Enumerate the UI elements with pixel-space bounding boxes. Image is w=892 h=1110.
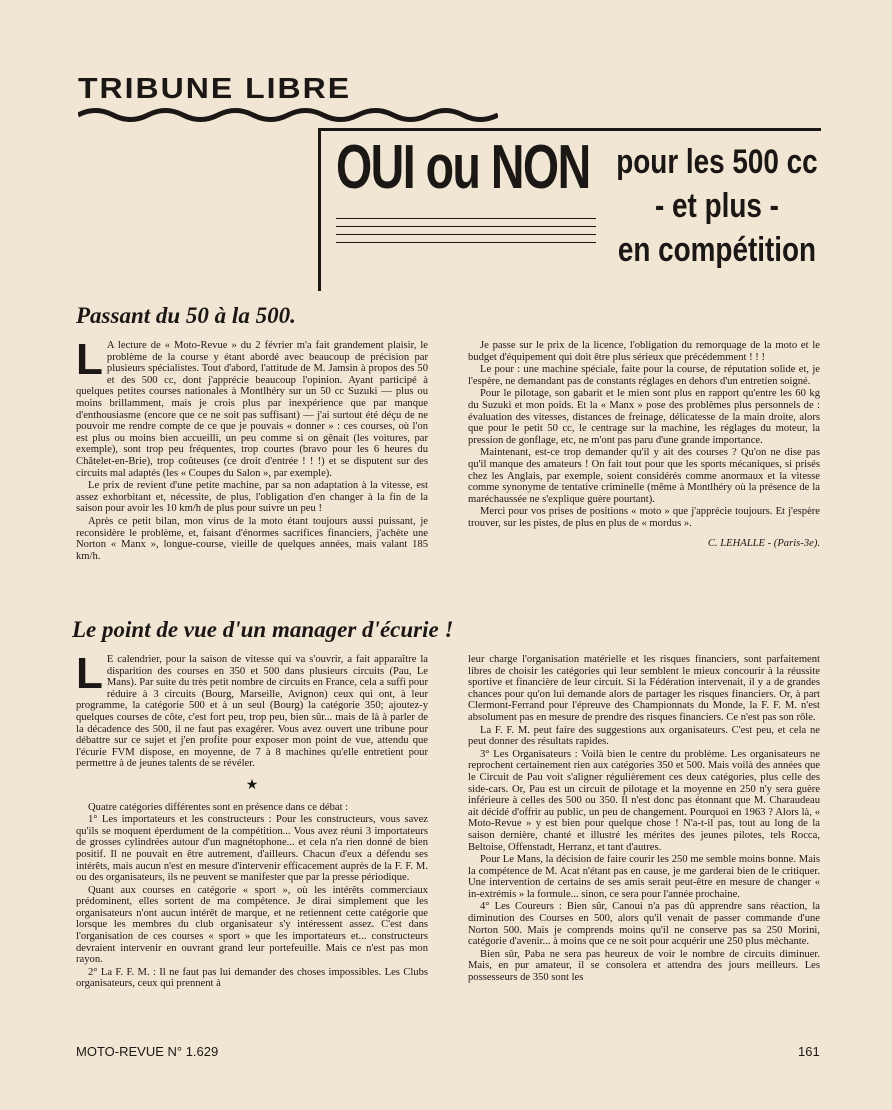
separator-star: ★: [245, 777, 259, 793]
article1-left-column: [76, 335, 428, 563]
page-number: 161: [798, 1044, 820, 1059]
paragraph: Le pour : une machine spéciale, faite pour la course, de réputation solide et, je l'espère, ne demandant pas de constants réglages en dehors d'un entretien soigné.: [468, 364, 820, 387]
subtitle-line: en compétition: [617, 231, 817, 269]
magazine-issue: MOTO-REVUE N° 1.629: [76, 1044, 219, 1059]
paragraph: 3° Les Organisateurs : Voilà bien le centre du problème. Les organisateurs ne reprochent certainement rien aux catégories 350 et 500. Mais voilà des années que le Circuit de Pau voit s'aligner régulièrement ces deux catégories, plus celle des side-cars. Or, Pau est un circuit de pilotage et la moyenne en 250 n'y sera guère inférieure à celles des 500 ou 350. Il n'est donc pas étonnant que M. Charaudeau ait décidé d'offrir au public, un peu de changement. Pourquoi en 1963 ? Alors là, « Moto-Revue » y est bien pour quelque chose ! N'a-t-il pas, tout au long de la saison dernière, chanté et illustré les mérites des jeunes pilotes, tels Rocca, Beltoise, Offenstadt, Herranz, et tant d'autres.: [468, 748, 820, 853]
paragraph: 1° Les importateurs et les constructeurs : Pour les constructeurs, vous savez qu'ils se moquent éperdument de la compétition... Vous avez réuni 3 importateurs de grosses cylindrées autour d'un magnétophone... et cela n'a rien donné de bien positif. Il ne pouvait en être autrement, d'ailleurs. Chacun d'eux a défendu ses intérêts, mais aucun n'est en mesure d'intervenir efficacement auprès de la F. F. M. ou des organisateurs, ils ne peuvent se manifester que par la presse périodique.: [76, 814, 428, 884]
subtitle-line: pour les 500 cc: [616, 143, 818, 181]
subtitle-line: - et plus -: [654, 187, 779, 225]
paragraph: Bien sûr, Paba ne sera pas heureux de voir le nombre de circuits diminuer. Mais, en pur amateur, il se consolera et attendra des jours meilleurs. Les possesseurs de 350 sont les: [468, 948, 820, 984]
paragraph: Quatre catégories différentes sont en présence dans ce débat :: [88, 801, 349, 813]
main-title: OUI ou NON: [336, 133, 590, 202]
paragraph: leur charge l'organisation matérielle et les risques financiers, sont parfaitement libres de choisir les catégories qui leur semblent le mieux concourir à la réussite sportive et financière de leur circuit. Si la Fédération intervenait, il y a de grandes chances pour qu'on lui demande alors de partager les risques financiers. Or, à part Clermont-Ferrand pour l'épreuve des Championnats du Monde, la F. F. M. n'est absolument pas en mesure de prendre des risques financiers. Ce n'est pas son rôle.: [468, 654, 820, 723]
section-title: TRIBUNE LIBRE: [78, 72, 352, 105]
paragraph: Après ce petit bilan, mon virus de la moto étant toujours aussi puissant, je reconsidère le problème, et, faisant d'énormes sacrifices financiers, j'achète une Norton « Manx », longue-course, vieille de quelques années, mais valant 185 km/h.: [76, 515, 428, 562]
paragraph: Pour Le Mans, la décision de faire courir les 250 me semble moins bonne. Mais la compétence de M. Acat n'étant pas en cause, je me garderai bien de le critiquer. Une intervention de certains de ses amis serait peut-être en mesure de changer « in-extrémis » la formule... sinon, ce sera pour l'année prochaine.: [468, 854, 820, 900]
dropcap: L: [76, 649, 103, 698]
subtitle: [612, 140, 818, 272]
paragraph: La F. F. M. peut faire des suggestions aux organisateurs. C'est peu, et cela ne peut donner des résultats rapides.: [468, 724, 820, 748]
signature: C. LEHALLE - (Paris-3e).: [707, 537, 820, 549]
article2-left-column: [76, 649, 428, 991]
article1-right-column: [468, 340, 820, 549]
wavy-underline-icon: [78, 106, 498, 124]
paragraph: Merci pour vos prises de positions « moto » que j'apprécie toujours. Et j'espère trouver, sur les pistes, de plus en plus de « mordus ».: [468, 506, 820, 529]
paragraph: Je passe sur le prix de la licence, l'obligation du remorquage de la moto et le budget d'équipement qui doit être plus sérieux que précédemment ! ! !: [468, 340, 820, 363]
paragraph: 4° Les Coureurs : Bien sûr, Canoui n'a pas dû apprendre sans réaction, la diminution des Courses en 500, alors qu'il venait de passer commande d'une Norton 500. Mais je comprends moins qu'il ne conserve pas sa 250 Morini, catégorie d'avenir... à moins que ce ne soit pour acquérir une 250 plus méchante.: [468, 901, 820, 948]
paragraph: Le prix de revient d'une petite machine, par sa non adaptation à la vitesse, est assez exhorbitant et, nécessite, de plus, l'obligation d'en changer à la fin de la saison pour avoir les 10 km/h de plus pour suivre un peu !: [76, 480, 428, 515]
paragraph: Quant aux courses en catégorie « sport », où les intérêts commerciaux prédominent, elles sortent de ma compétence. Je dirai simplement que les organisateurs n'ont aucun intérêt de marque, et ne retiennent cette catégorie que lorsque les membres du club organisateur s'y intéressent assez. C'est dans l'organisation de ces courses « sport » que les importateurs et... constructeurs devraient intervenir en ouvrant grand leur portefeuille. Mais ce n'est pas mon rayon.: [76, 884, 428, 966]
article2-heading: Le point de vue d'un manager d'écurie !: [72, 617, 454, 642]
paragraph: E calendrier, pour la saison de vitesse qui va s'ouvrir, a fait apparaître la disparition des courses en 350 et 500 dans plusieurs circuits (Pau, Le Mans). Par suite du très petit nombre de circuits en France, cela a suffi pour réduire à 3 circuits (Bourg, Marseille, Avignon) ceux qui ont, à leur programme, la catégorie 500 et à un seul (Bourg) la catégorie 350; ajoutez-y quelques courses de côte, c'est fort peu, trop peu, bien sûr... mais de là à parler de la décadence des 500, il ne faut pas exagérer. Vous avez ouvert une tribune pour débattre sur ce sujet et j'en profite pour exposer mon point de vue, attendu que l'écurie FVM dispose, en moyenne, de 7 à 8 machines qu'elle entretient pour permettre à de jeunes talents de se révéler.: [76, 654, 428, 770]
title-rules: [336, 218, 596, 250]
paragraph: Pour le pilotage, son gabarit et le mien sont plus en rapport qu'entre les 60 kg du Suzuki et mon poids. Et la « Manx » pose des problèmes plus personnels de : évaluation des vitesses, distances de freinage, délicatesse de la main droite, alors que pour le petit 50 cc, le centrage sur la machine, les réglages du moteur, la pression de gonflage, etc, ne m'ont pas paru d'une grande importance.: [468, 388, 820, 446]
dropcap: L: [76, 335, 103, 384]
paragraph: A lecture de « Moto-Revue » du 2 février m'a fait grandement plaisir, le problème de la course y étant abordé avec beaucoup de précision par plusieurs spécialistes. Tout d'abord, l'attitude de M. Jamsin à propos des 50 et des 500 cc, dont j'apprécie beaucoup l'opinion. Ayant participé à quelques petites courses nationales à Montlhéry sur un 50 cc Suzuki — plus ou moins brillamment, mais je crois plus par inexpérience que par manque d'enthousiasme (encore que ce ne soit pas suffisant) — j'ai surtout été déçu de ne pouvoir me rendre compte de ce que je pouvais « donner » : ces courses, où l'on est plus ou moins bien accueilli, un peu comme si on gênait (les voitures, par exemple), sont trop peu fréquentes, trop courtes (bravo pour les 6 heures du Châtelet-en-Brie), trop coûteuses (ce droit d'entrée ! ! !) et se disputent sur des circuits mal adaptés (les « Coupes du Salon », par exemple).: [76, 340, 428, 479]
article1-heading: Passant du 50 à la 500.: [76, 303, 296, 328]
article2-right-column: [468, 654, 820, 985]
paragraph: Maintenant, est-ce trop demander qu'il y ait des courses ? Qu'on ne dise pas qu'il manque des amateurs ! On fait tout pour que les sports mécaniques, si prisés chez les Anglais, par exemple, soient considérés comme anormaux et la vitesse comme synonyme de tentative criminelle (même à Montlhéry où la présence de la maréchaussée ne s'explique guère pourtant).: [468, 447, 820, 505]
paragraph: 2° La F. F. M. : Il ne faut pas lui demander des choses impossibles. Les Clubs organisateurs, ceux qui prennent à: [76, 966, 428, 990]
